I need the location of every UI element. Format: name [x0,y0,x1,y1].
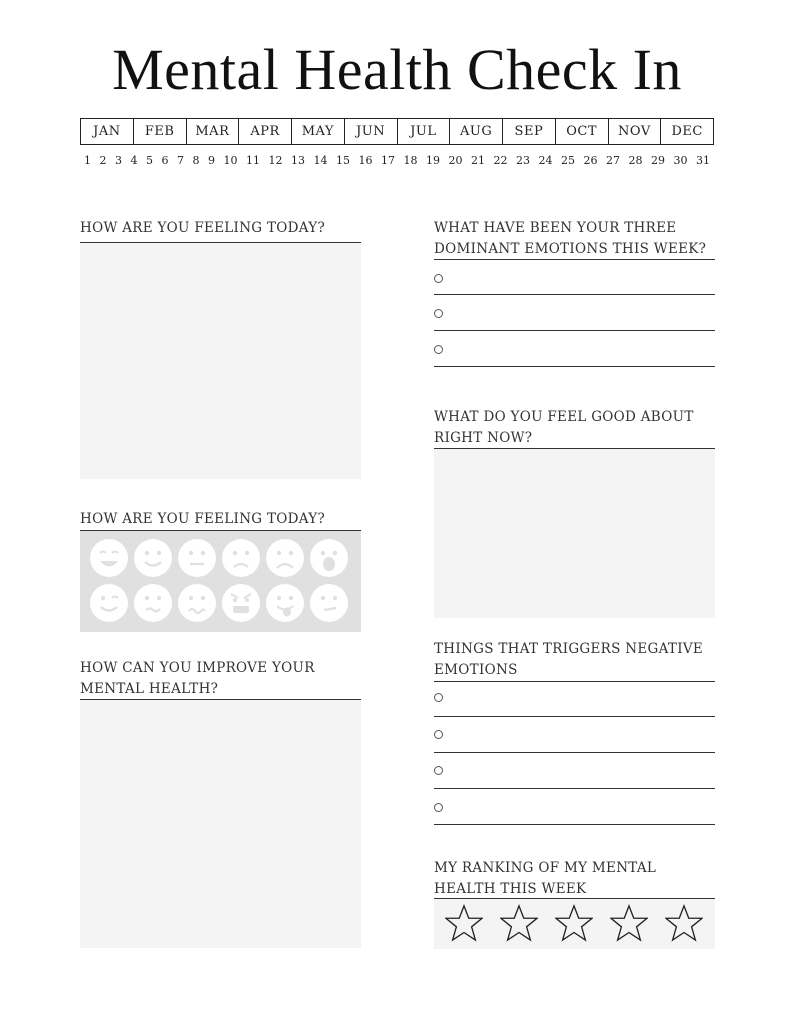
day-13[interactable]: 13 [291,154,305,167]
tongue-out-face-icon[interactable] [265,583,305,623]
improve-heading-line1: HOW CAN YOU IMPROVE YOUR [80,660,315,676]
day-7[interactable]: 7 [177,154,184,167]
star-4-icon[interactable] [610,904,648,942]
day-27[interactable]: 27 [606,154,620,167]
winking-face-icon[interactable] [89,583,129,623]
month-aug[interactable]: AUG [450,119,503,144]
emotions-rule [434,259,715,260]
improve-heading-line2: MENTAL HEALTH? [80,681,219,697]
day-22[interactable]: 22 [493,154,508,167]
day-16[interactable]: 16 [358,154,373,167]
month-jan[interactable]: JAN [81,119,134,144]
month-jul[interactable]: JUL [398,119,451,144]
trigger-2-line[interactable] [434,752,715,753]
trigger-1-checkbox[interactable] [434,693,443,702]
neutral-face-icon[interactable] [177,538,217,578]
emotion-1-line[interactable] [434,294,715,295]
emotion-1-checkbox[interactable] [434,274,443,283]
emotion-3-checkbox[interactable] [434,345,443,354]
month-feb[interactable]: FEB [134,119,187,144]
trigger-3-checkbox[interactable] [434,766,443,775]
month-apr[interactable]: APR [239,119,292,144]
day-11[interactable]: 11 [246,154,260,167]
frowning-face-icon[interactable] [265,538,305,578]
star-3-icon[interactable] [555,904,593,942]
triggers-heading-line1: THINGS THAT TRIGGERS NEGATIVE [434,641,704,657]
month-jun[interactable]: JUN [345,119,398,144]
day-17[interactable]: 17 [381,154,395,167]
day-21[interactable]: 21 [471,154,485,167]
emotions-heading-line2: DOMINANT EMOTIONS THIS WEEK? [434,241,707,257]
trigger-4-checkbox[interactable] [434,803,443,812]
day-6[interactable]: 6 [161,154,169,167]
day-19[interactable]: 19 [426,154,440,167]
star-5-icon[interactable] [665,904,703,942]
day-26[interactable]: 26 [583,154,598,167]
trigger-2-checkbox[interactable] [434,730,443,739]
day-14[interactable]: 14 [313,154,328,167]
month-mar[interactable]: MAR [187,119,240,144]
trigger-4-line[interactable] [434,824,715,825]
day-24[interactable]: 24 [538,154,553,167]
day-28[interactable]: 28 [628,154,643,167]
day-10[interactable]: 10 [223,154,238,167]
page-title: Mental Health Check In [112,37,682,102]
day-20[interactable]: 20 [448,154,463,167]
star-1-icon[interactable] [445,904,483,942]
emotion-2-line[interactable] [434,330,715,331]
day-9[interactable]: 9 [208,154,215,167]
day-4[interactable]: 4 [130,154,138,167]
good-heading-line1: WHAT DO YOU FEEL GOOD ABOUT [434,409,694,425]
confused-face-icon[interactable] [133,583,173,623]
month-selector [80,118,714,145]
unamused-face-icon[interactable] [309,583,349,623]
day-selector [84,154,710,167]
day-8[interactable]: 8 [192,154,200,167]
feeling-notes-area[interactable] [80,243,361,479]
day-29[interactable]: 29 [651,154,665,167]
triggers-rule [434,681,715,682]
worried-face-icon[interactable] [177,583,217,623]
angry-face-icon[interactable] [221,583,261,623]
month-sep[interactable]: SEP [503,119,556,144]
ranking-heading-line2: HEALTH THIS WEEK [434,881,587,897]
day-15[interactable]: 15 [336,154,350,167]
good-notes-area[interactable] [434,449,715,618]
day-30[interactable]: 30 [673,154,688,167]
day-25[interactable]: 25 [561,154,575,167]
month-nov[interactable]: NOV [609,119,662,144]
shocked-face-icon[interactable] [309,538,349,578]
emotion-2-checkbox[interactable] [434,309,443,318]
day-5[interactable]: 5 [146,154,153,167]
day-2[interactable]: 2 [99,154,107,167]
day-12[interactable]: 12 [268,154,283,167]
smiling-face-icon[interactable] [133,538,173,578]
mood-heading: HOW ARE YOU FEELING TODAY? [80,511,326,527]
improve-notes-area[interactable] [80,700,361,948]
star-rating [434,899,715,949]
day-23[interactable]: 23 [516,154,530,167]
feeling-heading: HOW ARE YOU FEELING TODAY? [80,220,326,236]
trigger-1-line[interactable] [434,716,715,717]
day-18[interactable]: 18 [403,154,418,167]
day-3[interactable]: 3 [115,154,122,167]
month-oct[interactable]: OCT [556,119,609,144]
mood-picker [80,531,361,632]
good-heading-line2: RIGHT NOW? [434,430,533,446]
ranking-heading-line1: MY RANKING OF MY MENTAL [434,860,657,876]
trigger-3-line[interactable] [434,788,715,789]
month-dec[interactable]: DEC [671,124,703,139]
laughing-face-icon[interactable] [89,538,129,578]
emotion-3-line[interactable] [434,366,715,367]
emotions-heading-line1: WHAT HAVE BEEN YOUR THREE [434,220,677,236]
star-2-icon[interactable] [500,904,538,942]
triggers-heading-line2: EMOTIONS [434,662,518,678]
day-1[interactable]: 1 [84,154,91,167]
day-31[interactable]: 31 [696,154,710,167]
sad-face-icon[interactable] [221,538,261,578]
month-may[interactable]: MAY [292,119,345,144]
